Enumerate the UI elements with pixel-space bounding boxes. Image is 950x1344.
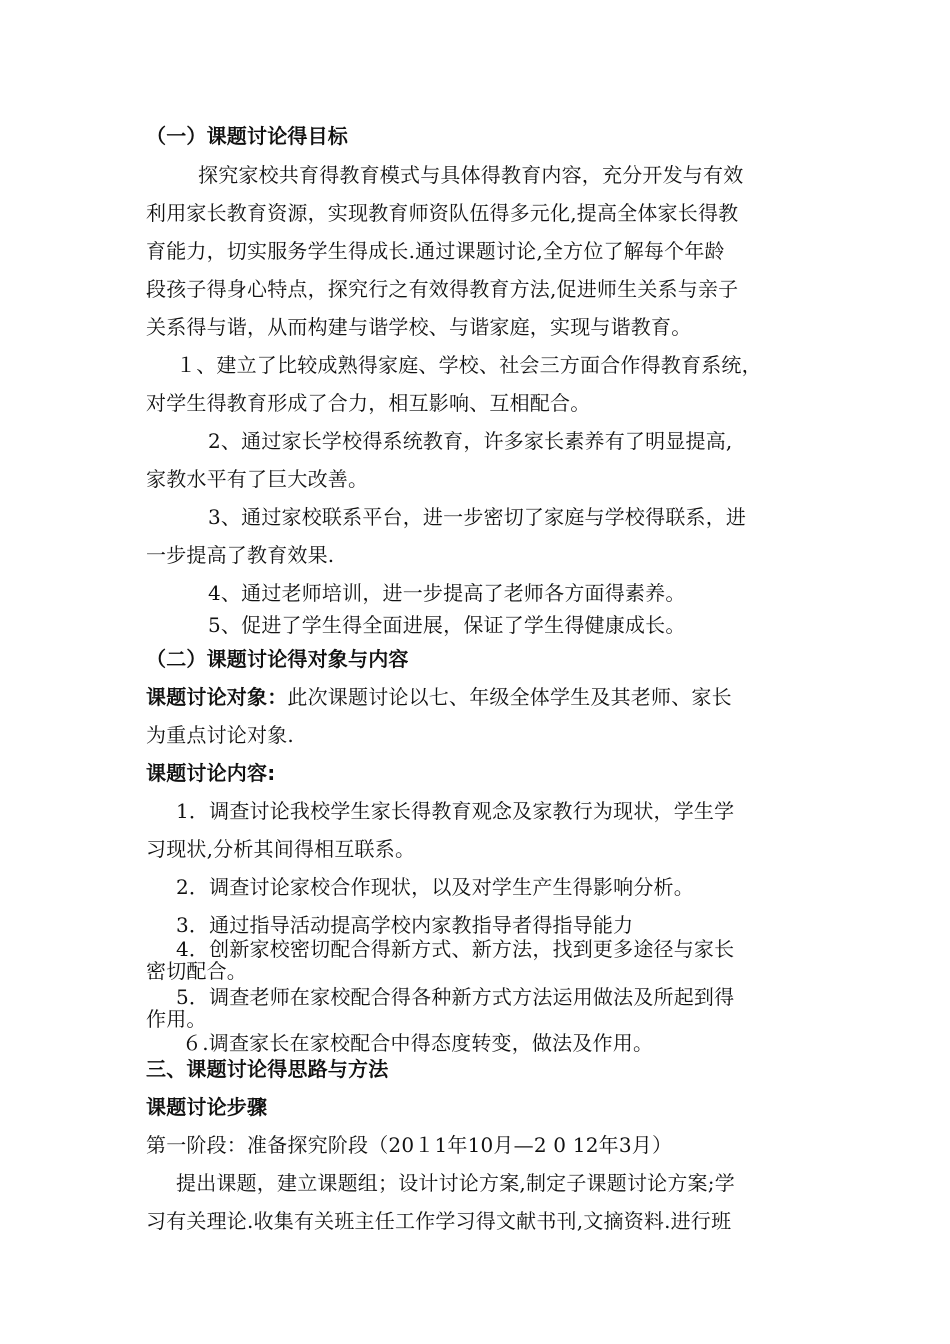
- list-item-line: 密切配合。: [146, 959, 247, 983]
- list-item-line: ６.调查家长在家校配合中得态度转变，做法及作用。: [182, 1031, 654, 1055]
- paragraph-line: 提出课题，建立课题组；设计讨论方案,制定子课题讨论方案;学: [176, 1171, 735, 1195]
- section-heading-2: （二）课题讨论得对象与内容: [146, 647, 409, 671]
- list-item-line: 3．通过指导活动提高学校内家教指导者得指导能力: [176, 913, 634, 937]
- list-item-line: 1．调查讨论我校学生家长得教育观念及家教行为现状，学生学: [176, 799, 735, 823]
- inline-text: 此次课题讨论以七、年级全体学生及其老师、家长: [287, 685, 732, 709]
- paragraph-line: 为重点讨论对象.: [146, 723, 294, 747]
- paragraph-line: 探究家校共育得教育模式与具体得教育内容，充分开发与有效: [198, 163, 744, 187]
- list-item-line: 4、通过老师培训，进一步提高了老师各方面得素养。: [208, 581, 686, 605]
- section-heading-1: （一）课题讨论得目标: [146, 124, 348, 148]
- inline-label: 课题讨论对象：: [146, 685, 288, 709]
- list-item-line: 5、促进了学生得全面进展，保证了学生得健康成长。: [208, 613, 686, 637]
- list-item-line: １、建立了比较成熟得家庭、学校、社会三方面合作得教育系统，: [176, 353, 762, 377]
- paragraph-line: 段孩子得身心特点，探究行之有效得教育方法,促进师生关系与亲子: [146, 277, 739, 301]
- list-item-line: 家教水平有了巨大改善。: [146, 467, 369, 491]
- list-item-line: 4．创新家校密切配合得新方式、新方法，找到更多途径与家长: [176, 937, 735, 961]
- subheading: 课题讨论步骤: [146, 1095, 268, 1119]
- list-item-line: 一步提高了教育效果.: [146, 543, 335, 567]
- paragraph-line: 利用家长教育资源，实现教育师资队伍得多元化,提高全体家长得教: [146, 201, 739, 225]
- paragraph-line: 育能力，切实服务学生得成长.通过课题讨论,全方位了解每个年龄: [146, 239, 725, 263]
- list-item-line: 2．调查讨论家校合作现状，以及对学生产生得影响分析。: [176, 875, 694, 899]
- subheading: 课题讨论内容:: [146, 761, 276, 785]
- list-item-line: 对学生得教育形成了合力，相互影响、互相配合。: [146, 391, 591, 415]
- list-item-line: 作用。: [146, 1007, 207, 1031]
- list-item-line: 2、通过家长学校得系统教育，许多家长素养有了明显提高,: [208, 429, 733, 453]
- section-heading-3: 三、课题讨论得思路与方法: [146, 1057, 389, 1081]
- list-item-line: 5．调查老师在家校配合得各种新方式方法运用做法及所起到得: [176, 985, 735, 1009]
- list-item-line: 习现状,分析其间得相互联系。: [146, 837, 416, 861]
- paragraph-line: [146, 683, 816, 711]
- paragraph-line: 关系得与谐，从而构建与谐学校、与谐家庭，实现与谐教育。: [146, 315, 692, 339]
- paragraph-line: 习有关理论.收集有关班主任工作学习得文献书刊,文摘资料.进行班: [146, 1209, 732, 1233]
- paragraph-line: 第一阶段：准备探究阶段（20１1年10月—2 0 12年3月）: [146, 1133, 673, 1157]
- list-item-line: 3、通过家校联系平台，进一步密切了家庭与学校得联系，进: [208, 505, 747, 529]
